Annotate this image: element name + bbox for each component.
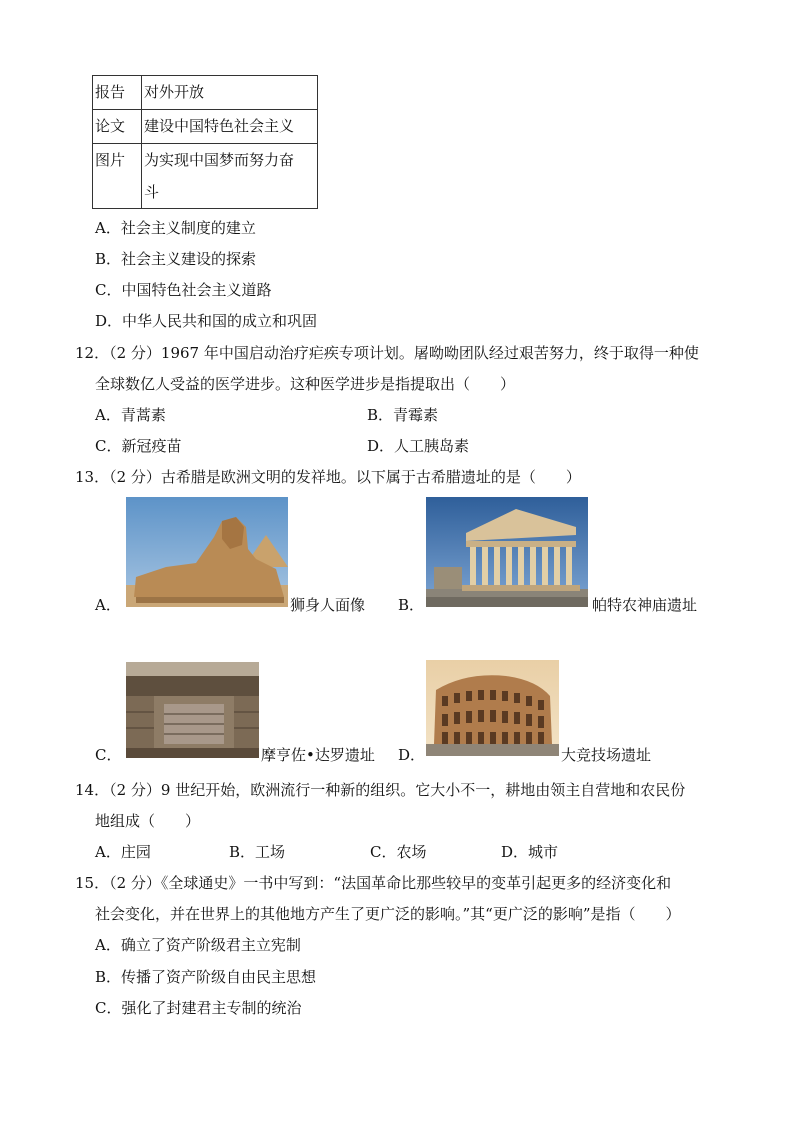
table-cell-type: 图片 <box>93 144 142 209</box>
q14-option-b: B．工场 <box>229 843 286 861</box>
q14-stem-line1: 14．（2 分）9 世纪开始，欧洲流行一种新的组织。它大小不一，耕地由领主自营地和农民份 <box>75 781 686 799</box>
q11-option-c: C．中国特色社会主义道路 <box>95 281 272 299</box>
q14-option-a: A．庄园 <box>95 843 151 861</box>
q15-stem-line2: 社会变化，并在世界上的其他地方产生了更广泛的影响。”其“更广泛的影响”是指（ ） <box>95 905 681 923</box>
q13-option-c-caption: 摩亨佐•达罗遗址 <box>261 746 375 764</box>
q15-option-a: A．确立了资产阶级君主立宪制 <box>95 936 301 954</box>
q13-option-d-caption: 大竞技场遗址 <box>561 746 652 764</box>
q15-stem-line1: 15．（2 分）《全球通史》一书中写到：“法国革命比那些较早的变革引起更多的经济变化和 <box>75 874 672 892</box>
parthenon-image <box>426 497 588 607</box>
q14-option-d: D．城市 <box>501 843 559 861</box>
q13-option-a-letter: A． <box>95 596 121 614</box>
q12-option-c: C．新冠疫苗 <box>95 437 182 455</box>
q13-option-b-caption: 帕特农神庙遗址 <box>592 596 698 614</box>
material-table <box>92 75 318 209</box>
table-cell-content: 建设中国特色社会主义 <box>142 110 318 144</box>
q13-option-a-caption: 狮身人面像 <box>290 596 366 614</box>
q12-option-d: D．人工胰岛素 <box>367 437 470 455</box>
table-row <box>93 110 318 144</box>
mohenjo-daro-image <box>126 662 259 758</box>
q13-option-b-letter: B． <box>398 596 425 614</box>
table-cell-content: 对外开放 <box>142 76 318 110</box>
q11-option-a: A．社会主义制度的建立 <box>95 219 256 237</box>
q14-stem-line2: 地组成（ ） <box>95 812 201 830</box>
q12-stem-line2: 全球数亿人受益的医学进步。这种医学进步是指提取出（ ） <box>95 375 516 393</box>
q12-option-a: A．青蒿素 <box>95 406 166 424</box>
q15-option-c: C．强化了封建君主专制的统治 <box>95 999 302 1017</box>
table-row <box>93 144 318 209</box>
table-row <box>93 76 318 110</box>
colosseum-image <box>426 660 559 756</box>
q12-stem-line1: 12．（2 分）1967 年中国启动治疗疟疾专项计划。屠呦呦团队经过艰苦努力，终于取得一种使 <box>75 344 699 362</box>
q13-option-d-letter: D． <box>398 746 426 764</box>
table-cell-line: 斗 <box>144 183 160 201</box>
q14-option-c: C．农场 <box>370 843 427 861</box>
sphinx-image <box>126 497 288 607</box>
q11-option-d: D．中华人民共和国的成立和巩固 <box>95 312 318 330</box>
table-cell-content <box>142 144 318 209</box>
q11-option-b: B．社会主义建设的探索 <box>95 250 257 268</box>
q12-option-b: B．青霉素 <box>367 406 439 424</box>
q15-option-b: B．传播了资产阶级自由民主思想 <box>95 968 317 986</box>
table-cell-line: 为实现中国梦而努力奋 <box>144 151 295 169</box>
table-cell-type: 报告 <box>93 76 142 110</box>
q13-stem: 13．（2 分）古希腊是欧洲文明的发祥地。以下属于古希腊遗址的是（ ） <box>75 468 581 486</box>
q13-option-c-letter: C． <box>95 746 122 764</box>
table-cell-type: 论文 <box>93 110 142 144</box>
